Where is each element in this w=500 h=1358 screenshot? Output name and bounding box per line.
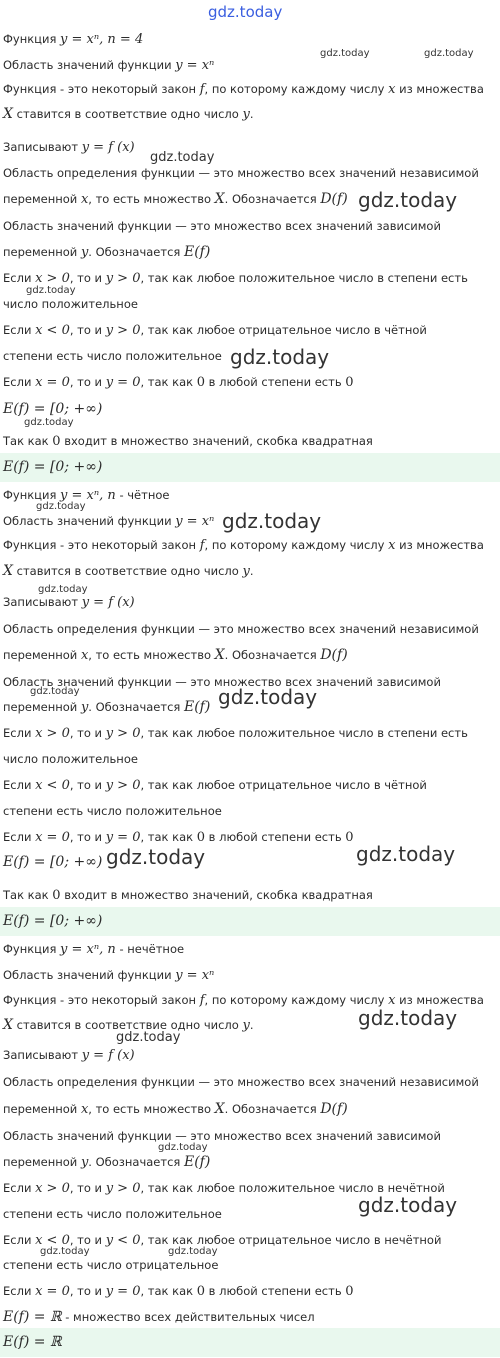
s1-write-line [3,139,496,156]
s3-write-math: y = f (x) [81,1048,135,1063]
s1-rng-text-2: . Обозначается [88,245,184,259]
s3-range-math: y = xⁿ [175,968,215,983]
s2-write-line [3,594,496,611]
s2-law-y: y [242,564,250,579]
s1-law-text-4: ставится в соответствие одно число [12,107,243,121]
s3-answer [3,1334,496,1350]
s1-write-prefix: Записывают [3,140,82,154]
s3-law-x: x [388,993,396,1008]
watermark-large: gdz.today [358,1193,458,1217]
s3-write-line [3,1047,496,1064]
watermark-large: gdz.today [358,1006,458,1030]
s3-neg-then: , то и [69,1233,106,1247]
s2-neg-if: Если [3,778,36,792]
s2-domain-line-2 [3,647,496,664]
s3-dom-text: переменной [3,1102,81,1116]
s1-law-text-3: из множества [395,82,484,96]
s3-rng-y: y [80,1155,89,1170]
s2-neg-reason: , так как любое отрицательное число в чётной [140,778,427,792]
watermark-large: gdz.today [222,509,322,533]
s2-law-text: Функция - это некоторый закон [3,538,200,552]
s1-answer-math: E(f) = [0; +∞) [3,459,103,475]
s1-ef-line [3,401,496,417]
s2-law-text-2: , по которому каждому числу [204,538,389,552]
s1-dom-text-3: . Обозначается [224,192,321,206]
s1-bracket-line [3,433,496,450]
watermark-small: gdz.today [40,1246,90,1257]
s3-neg-x: x < 0 [35,1233,70,1248]
s3-pos-reason: , так как любое положительное число в нечётной [140,1181,445,1195]
s2-negative-line-1 [3,777,496,794]
s3-pos-if: Если [3,1181,36,1195]
s3-zero-then: , то и [69,1284,106,1298]
s2-zero-text: в любой степени есть [205,830,346,844]
s3-range-title [3,967,496,984]
s2-law-line-2 [3,563,496,580]
s2-law-x: x [388,538,396,553]
s1-dom-text: переменной [3,192,81,206]
watermark-large: gdz.today [358,188,458,212]
s2-answer [3,913,496,929]
s3-rangedef-line-1: Область значений функции — это множество всех значений зависимой [3,1129,441,1143]
s2-ef-math: E(f) = [0; +∞) [3,854,103,870]
s2-law-X: X [3,563,13,579]
s2-neg-x: x < 0 [35,778,70,793]
s2-func-prefix: Функция [3,488,61,502]
watermark-small: gdz.today [168,1246,218,1257]
s1-domain-line-1: Область определения функции — это множество всех значений независимой [3,166,479,180]
s3-ef-text: - множество всех действительных чисел [61,1310,315,1324]
s3-law-text-4: ставится в соответствие одно число [12,1018,243,1032]
s2-zero-x: x = 0 [35,830,70,845]
s3-range-prefix: Область значений функции [3,968,176,982]
s1-write-math: y = f (x) [81,140,135,155]
s3-neg-y: y < 0 [105,1233,141,1248]
s2-answer-math: E(f) = [0; +∞) [3,913,103,929]
watermark-small: gdz.today [26,285,76,296]
s2-negative-line-2: степени есть число положительное [3,804,222,818]
s3-law-f: f [199,993,205,1008]
s2-zero-since: , так как [140,830,197,844]
s3-ef-line [3,1309,496,1325]
s2-law-text-3: из множества [395,538,484,552]
s1-pos-if: Если [3,271,36,285]
s2-dom-X: X [214,647,225,663]
s2-dom-x: x [80,648,89,663]
watermark-small: gdz.today [38,584,88,595]
s2-neg-then: , то и [69,778,106,792]
s1-zero-then: , то и [69,375,106,389]
watermark-large: gdz.today [218,685,318,709]
s3-ef-math: E(f) = ℝ [3,1309,62,1325]
s2-zero-y: y = 0 [105,830,141,845]
s2-pos-y: y > 0 [105,726,141,741]
watermark-small: gdz.today [36,501,86,512]
s2-pos-x: x > 0 [35,726,70,741]
s3-func-suffix: - нечётное [115,942,185,956]
s3-func-prefix: Функция [3,942,61,956]
s1-ef-math: E(f) = [0; +∞) [3,401,103,417]
s2-rng-y: y [80,700,89,715]
s1-range-title [3,57,496,74]
watermark-small: gdz.today [30,686,80,697]
s3-rangedef-line-2 [3,1154,496,1171]
s2-dom-text-3: . Обозначается [224,648,321,662]
s1-func-math: y = xⁿ, n = 4 [60,32,144,47]
s1-law-y: y [242,107,250,122]
s1-rangedef-line-1: Область значений функции — это множество всех значений зависимой [3,219,441,233]
s3-zero-x: x = 0 [35,1284,70,1299]
s3-positive-line-2: степени есть число положительное [3,1207,222,1221]
s3-zero-line [3,1283,496,1300]
s2-range-prefix: Область значений функции [3,514,176,528]
s3-rng-Ef: E(f) [183,1154,211,1170]
s3-law-text-3: из множества [395,993,484,1007]
s1-positive-line-1 [3,270,496,287]
s1-law-line-2 [3,106,496,123]
s1-pos-x: x > 0 [35,271,70,286]
s1-dom-X: X [214,191,225,207]
s2-zero-0a: 0 [196,830,206,845]
s1-law-text-2: , по которому каждому числу [204,82,389,96]
s1-bracket-0: 0 [52,434,61,449]
s1-neg-if: Если [3,323,36,337]
s1-neg-x: x < 0 [35,323,70,338]
s1-pos-y: y > 0 [105,271,141,286]
watermark-top: gdz.today [208,3,283,21]
s2-positive-line-2: число положительное [3,752,138,766]
s1-law-x: x [388,82,396,97]
s1-func-prefix: Функция [3,32,61,46]
s1-law-dot: . [249,107,254,121]
s1-zero-0a: 0 [196,375,206,390]
s3-law-text-2: , по которому каждому числу [204,993,389,1007]
s1-law-line-1 [3,81,496,98]
s2-zero-0b: 0 [345,830,354,845]
watermark-large: gdz.today [106,845,206,869]
s2-pos-then: , то и [69,726,106,740]
s1-pos-reason: , так как любое положительное число в степени есть [140,271,468,285]
watermark-small: gdz.today [158,1142,208,1153]
s1-zero-text: в любой степени есть [205,375,346,389]
s2-law-text-4: ставится в соответствие одно число [12,564,243,578]
s3-zero-if: Если [3,1284,36,1298]
s3-answer-math: E(f) = ℝ [3,1334,62,1350]
watermark-small: gdz.today [24,417,74,428]
s3-pos-x: x > 0 [35,1181,70,1196]
s3-domain-line-2 [3,1101,496,1118]
s1-range-prefix: Область значений функции [3,58,176,72]
s3-dom-text-3: . Обозначается [224,1102,321,1116]
s3-neg-if: Если [3,1233,36,1247]
s1-positive-line-2: число положительное [3,297,138,311]
s2-write-prefix: Записывают [3,595,82,609]
s1-pos-then: , то и [69,271,106,285]
s2-law-line-1 [3,537,496,554]
watermark-small: gdz.today [116,1030,181,1045]
s1-zero-y: y = 0 [105,375,141,390]
s3-dom-text-2: , то есть множество [88,1102,215,1116]
s2-domain-line-1: Область определения функции — это множество всех значений независимой [3,622,479,636]
s3-dom-x: x [80,1102,89,1117]
s3-neg-reason: , так как любое отрицательное число в нечётной [140,1233,442,1247]
s3-negative-line-2: степени есть число отрицательное [3,1258,219,1272]
watermark-small: gdz.today [320,48,370,59]
s1-zero-0b: 0 [345,375,354,390]
s1-dom-x: x [80,192,89,207]
s1-bracket-text: Так как [3,434,53,448]
s3-law-X: X [3,1017,13,1033]
s2-dom-text-2: , то есть множество [88,648,215,662]
s3-domain-line-1: Область определения функции — это множество всех значений независимой [3,1075,479,1089]
s3-pos-y: y > 0 [105,1181,141,1196]
s1-answer [3,459,496,475]
s1-dom-text-2: , то есть множество [88,192,215,206]
s2-zero-if: Если [3,830,36,844]
s2-pos-reason: , так как любое положительное число в степени есть [140,726,468,740]
s2-bracket-0: 0 [52,888,61,903]
s1-function-line [3,31,496,48]
s2-bracket-text-2: входит в множество значений, скобка квадратная [60,888,373,902]
s1-neg-then: , то и [69,323,106,337]
s1-neg-y: y > 0 [105,323,141,338]
s1-zero-since: , так как [140,375,197,389]
s2-bracket-line [3,887,496,904]
s1-neg-reason: , так как любое отрицательное число в чётной [140,323,427,337]
watermark-large: gdz.today [230,345,330,369]
s1-rng-Ef: E(f) [183,244,211,260]
s2-dom-Df: D(f) [320,647,348,663]
s2-range-math: y = xⁿ [175,514,215,529]
s3-pos-then: , то и [69,1181,106,1195]
s3-zero-0a: 0 [196,1284,206,1299]
s2-func-math: y = xⁿ, n [60,488,116,503]
s3-zero-text: в любой степени есть [205,1284,346,1298]
s2-rng-Ef: E(f) [183,699,211,715]
s2-rng-text: переменной [3,700,81,714]
s2-write-math: y = f (x) [81,595,135,610]
watermark-small: gdz.today [150,150,215,165]
s3-dom-X: X [214,1101,225,1117]
s2-pos-if: Если [3,726,36,740]
s2-zero-then: , то и [69,830,106,844]
watermark-small: gdz.today [424,48,474,59]
s1-law-X: X [3,106,13,122]
s2-dom-text: переменной [3,648,81,662]
s1-rng-text: переменной [3,245,81,259]
s1-range-math: y = xⁿ [175,58,215,73]
s1-zero-line [3,374,496,391]
s1-rangedef-line-2 [3,244,496,261]
s3-func-math: y = xⁿ, n [60,942,116,957]
s1-dom-Df: D(f) [320,191,348,207]
s2-law-f: f [199,538,205,553]
s1-zero-if: Если [3,375,36,389]
s2-law-dot: . [249,564,254,578]
s2-bracket-text: Так как [3,888,53,902]
s1-negative-line-2: степени есть число положительное [3,349,222,363]
s3-function-line [3,941,496,958]
s2-positive-line-1 [3,725,496,742]
s3-zero-y: y = 0 [105,1284,141,1299]
s3-write-prefix: Записывают [3,1048,82,1062]
s1-bracket-text-2: входит в множество значений, скобка квадратная [60,434,373,448]
s1-zero-x: x = 0 [35,375,70,390]
watermark-large: gdz.today [356,842,456,866]
s3-law-y: y [242,1018,250,1033]
s1-negative-line-1 [3,322,496,339]
s3-law-dot: . [249,1018,254,1032]
s2-neg-y: y > 0 [105,778,141,793]
s2-rangedef-line-1: Область значений функции — это множество всех значений зависимой [3,675,441,689]
s3-law-text: Функция - это некоторый закон [3,993,200,1007]
s3-dom-Df: D(f) [320,1101,348,1117]
s1-rng-y: y [80,245,89,260]
s2-func-suffix: - чётное [115,488,170,502]
s3-rng-text: переменной [3,1155,81,1169]
s3-zero-0b: 0 [345,1284,354,1299]
s2-rng-text-2: . Обозначается [88,700,184,714]
s3-rng-text-2: . Обозначается [88,1155,184,1169]
s1-law-f: f [199,82,205,97]
s3-zero-since: , так как [140,1284,197,1298]
s1-law-text: Функция - это некоторый закон [3,82,200,96]
